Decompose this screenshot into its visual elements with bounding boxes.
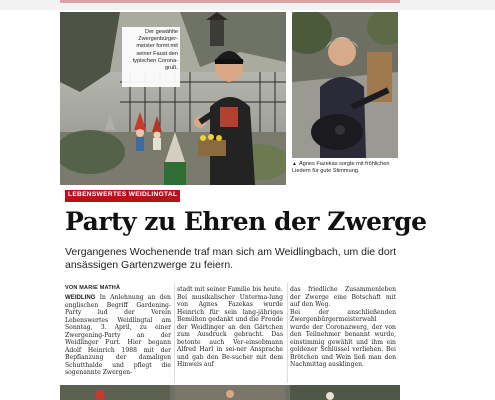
photo-guitar-singer <box>292 12 398 158</box>
column-divider <box>174 283 175 383</box>
article-column-3: das friedliche Zusammenleben der Zwerge eine Botschaft mit auf den Weg. Bei der anschließenden Zwergenbürgermeisterwahl wurde der Coronazwerg, der von den Teilnehmer benannt wurde, einstimmig gewählt und ihm ein goldener Schlüssel verliehen. Bei Brötchen und Wein ließ man den Nachmittag ausklingen. <box>290 286 396 368</box>
triangle-icon: ▲ <box>292 161 297 167</box>
caption-main: Der gewählte Zwergenbürger-meister formt mit seiner Faust den typischen Corona-gruß. <box>122 27 180 87</box>
bottom-photo-strip <box>60 385 400 400</box>
lead-paragraph: Vergangenes Wochenende traf man sich am Weidlingbach, um die dort ansässigen Gartenzwerge zu feiern. <box>65 246 397 271</box>
caption-right <box>292 161 402 175</box>
article-column-2: stadt mit seiner Familie bis heute. Bei musikalischer Unterma-lung von Agnes Fazekas wurde Heinrich für sein lang-jähriges Bemühen gedankt und die Freude der Weidlinger an den Gärtchen zum Ausdruck gebracht. Das betonte auch Ver-einsobmann Alfred Harl in sei-ner Ansprache und gab den Be-sucher mit dem Hinweis auf <box>177 286 283 368</box>
dateline: WEIDLING <box>65 294 96 301</box>
caption-right-text: Agnes Fazekas sorgte mit fröhlichen Liedern für gute Stimmung. <box>292 161 390 175</box>
top-strip <box>0 0 495 10</box>
article-column-1 <box>65 294 171 377</box>
photo-gnome-mayor <box>60 12 286 185</box>
previous-article-bar <box>60 0 400 3</box>
section-kicker: LEBENSWERTES WEIDLINGTAL <box>65 190 180 202</box>
headline: Party zu Ehren der Zwerge <box>65 207 427 236</box>
byline: VON MARIE MATHÀ <box>65 285 121 291</box>
column-1-text: In Anlehnung an den englischen Begriff Gardening-Party lud der Verein Lebenswertes Weidlingtal am Sonntag, 3. April, zu einer Zwergening-Party an der Weidlinger Furt. Hier begann Adolf Heinrich 1988 mit der Bepflanzung der damaligen Schutthalde und pflegt die sogenannte Zwergen- <box>65 294 171 376</box>
column-divider <box>287 283 288 383</box>
